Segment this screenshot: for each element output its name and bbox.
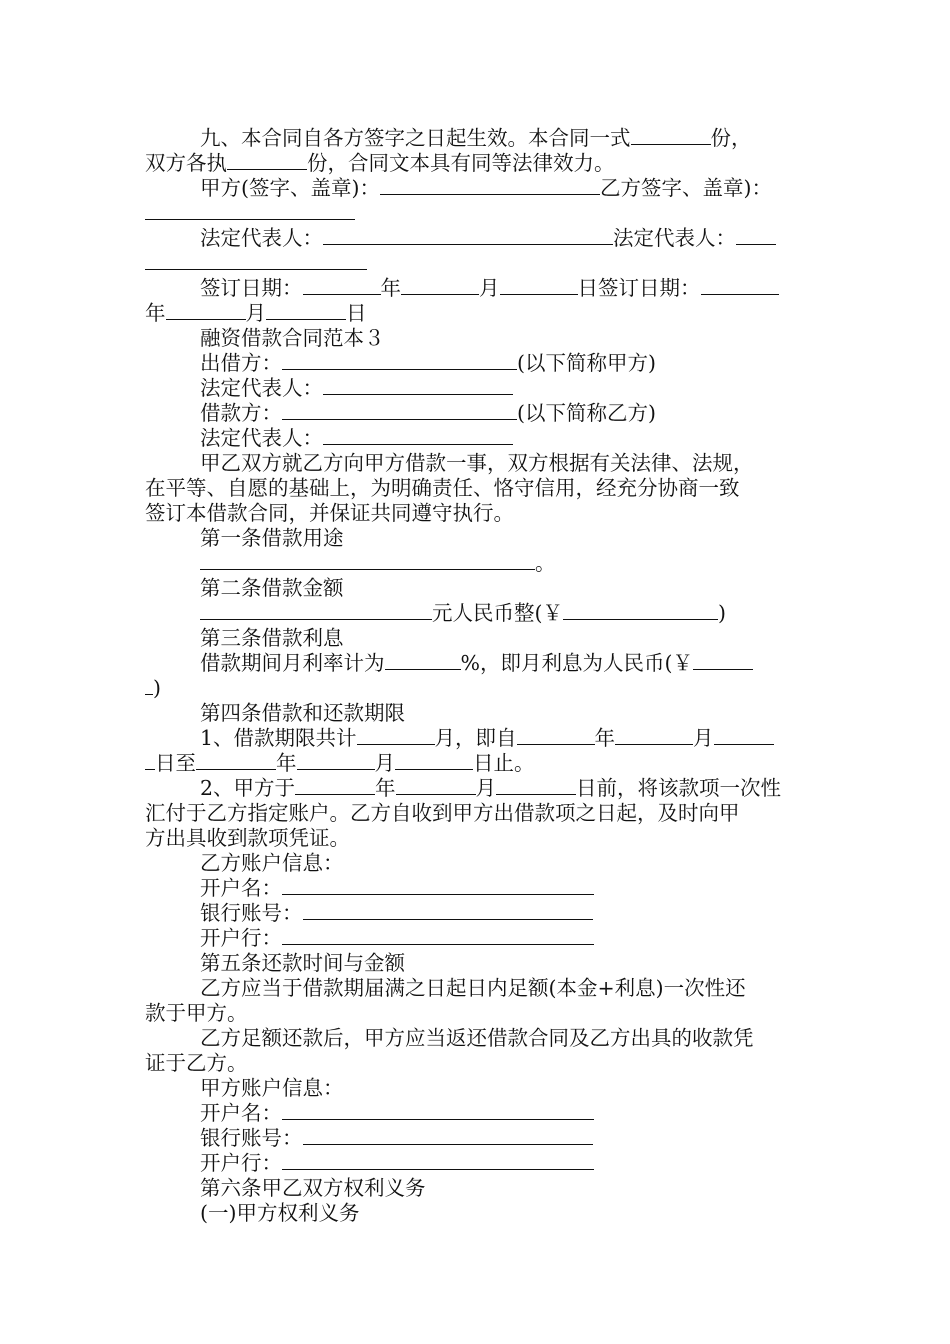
text-line [145, 151, 825, 176]
text-span: 在平等、自愿的基础上，为明确责任、恪守信用，经充分协商一致 [145, 476, 740, 500]
blank-line [282, 876, 594, 895]
text-span: 乙方应当于借款期届满之日起日内足额(本金+利息)一次性还 [200, 976, 746, 1000]
blank-line [166, 301, 246, 320]
text-span: 第三条借款利息 [200, 626, 344, 650]
text-line [200, 401, 880, 426]
text-span: 月 [479, 276, 500, 300]
text-span: 份，合同文本具有同等法律效力。 [307, 151, 615, 175]
text-span: 开户名： [200, 1101, 282, 1125]
text-line [200, 1101, 880, 1126]
blank-line [145, 201, 355, 220]
blank-line [500, 276, 578, 295]
text-span: 签订日期： [200, 276, 303, 300]
text-span: 银行账号： [200, 1126, 303, 1150]
text-line [200, 551, 880, 576]
blank-line [200, 601, 432, 620]
text-span: 乙方账户信息： [200, 851, 344, 875]
section-heading [200, 951, 880, 976]
blank-line [563, 601, 718, 620]
text-span: 第一条借款用途 [200, 526, 344, 550]
text-span: 日签订日期： [577, 276, 701, 300]
text-line [145, 1001, 825, 1026]
text-span: 证于乙方。 [145, 1051, 248, 1075]
text-line [145, 301, 825, 326]
text-line [200, 426, 880, 451]
blank-line [297, 751, 375, 770]
blank-line [145, 751, 155, 770]
text-line [145, 676, 825, 701]
doc-title [200, 326, 880, 351]
text-span: 甲方(签字、盖章)： [200, 176, 380, 200]
text-span: 乙方足额还款后，甲方应当返还借款合同及乙方出具的收款凭 [200, 1026, 754, 1050]
blank-line [196, 751, 276, 770]
text-line [145, 476, 825, 501]
text-span: %，即月利息为人民币(￥ [460, 651, 693, 675]
text-line [200, 276, 880, 301]
text-span: ) [718, 601, 726, 625]
text-span: 日止。 [473, 751, 535, 775]
text-span: 法定代表人： [200, 376, 323, 400]
text-span: 年 [276, 751, 297, 775]
text-span: 银行账号： [200, 901, 303, 925]
section-heading [200, 526, 880, 551]
blank-line [323, 426, 513, 445]
blank-line [303, 276, 381, 295]
text-line [145, 751, 825, 776]
text-line [200, 876, 880, 901]
blank-line [200, 551, 535, 570]
text-span: (以下简称甲方) [517, 351, 656, 375]
text-line [200, 126, 880, 151]
text-span: 日前，将该款项一次性 [576, 776, 782, 800]
text-line [200, 176, 880, 201]
blank-line [401, 276, 479, 295]
text-line [145, 501, 825, 526]
text-span: 法定代表人： [613, 226, 736, 250]
blank-line [282, 351, 517, 370]
text-span: 元人民币整(￥ [432, 601, 563, 625]
text-span: 双方各执 [145, 151, 227, 175]
blank-line [496, 776, 576, 795]
text-span: 第六条甲乙双方权利义务 [200, 1176, 426, 1200]
blank-line [736, 226, 776, 245]
text-line [200, 851, 880, 876]
blank-line [631, 126, 711, 145]
text-span: 法定代表人： [200, 426, 323, 450]
text-line [145, 826, 825, 851]
text-span: 年 [375, 776, 396, 800]
text-span: 签订本借款合同，并保证共同遵守执行。 [145, 501, 514, 525]
text-line [200, 1151, 880, 1176]
blank-line [615, 726, 693, 745]
blank-line [266, 301, 346, 320]
blank-line [380, 176, 600, 195]
blank-line [282, 926, 594, 945]
text-span: 月 [374, 751, 395, 775]
blank-line [145, 251, 367, 270]
text-span: 开户行： [200, 1151, 282, 1175]
blank-line [701, 276, 779, 295]
text-span: 乙方签字、盖章)： [600, 176, 772, 200]
text-line [200, 1026, 880, 1051]
section-heading [200, 626, 880, 651]
text-span: 融资借款合同范本３ [200, 326, 385, 350]
text-span: 第四条借款和还款期限 [200, 701, 405, 725]
blank-line [145, 676, 153, 695]
blank-line [282, 401, 517, 420]
text-span: 1、借款期限共计 [200, 726, 357, 750]
text-span: 年 [594, 726, 616, 750]
blank-line [303, 1126, 593, 1145]
section-heading [200, 576, 880, 601]
blank-line [714, 726, 774, 745]
text-span: 第五条还款时间与金额 [200, 951, 405, 975]
text-span: 份， [710, 126, 752, 150]
text-line [200, 726, 880, 751]
text-line [200, 226, 880, 251]
blank-line [295, 776, 375, 795]
text-line [200, 976, 880, 1001]
text-span: (以下简称乙方) [517, 401, 656, 425]
text-line [200, 451, 880, 476]
text-span: 年 [380, 276, 401, 300]
text-span: 法定代表人： [200, 226, 323, 250]
blank-line [282, 1101, 594, 1120]
blank-line [395, 751, 473, 770]
text-span: 年 [145, 301, 166, 325]
text-span: 月 [475, 776, 497, 800]
text-span: 借款期间月利率计为 [200, 651, 385, 675]
section-heading [200, 1176, 880, 1201]
blank-line [323, 376, 513, 395]
blank-line [693, 651, 753, 670]
blank-line [323, 226, 613, 245]
section-heading [200, 701, 880, 726]
text-span: 日至 [155, 751, 196, 775]
blank-line [303, 901, 593, 920]
text-line [145, 1051, 825, 1076]
text-span: 九、本合同自各方签字之日起生效。本合同一式 [200, 126, 631, 150]
text-line [200, 651, 880, 676]
text-line [200, 1201, 880, 1226]
blank-line [517, 726, 595, 745]
text-span: (一)甲方权利义务 [200, 1201, 360, 1225]
blank-line [227, 151, 307, 170]
blank-line [385, 651, 461, 670]
text-line [145, 201, 825, 226]
text-span: 出借方： [200, 351, 282, 375]
text-line [200, 901, 880, 926]
text-span: ) [153, 676, 161, 700]
text-span: 开户名： [200, 876, 282, 900]
text-span: 方出具收到款项凭证。 [145, 826, 350, 850]
blank-line [282, 1151, 594, 1170]
text-span: 开户行： [200, 926, 282, 950]
text-span: 月，即自 [434, 726, 517, 750]
text-span: 汇付于乙方指定账户。乙方自收到甲方出借款项之日起，及时向甲 [145, 801, 740, 825]
text-line [200, 776, 880, 801]
text-span: 日 [346, 301, 367, 325]
text-line [200, 601, 880, 626]
text-line [200, 1126, 880, 1151]
text-span: 款于甲方。 [145, 1001, 248, 1025]
text-span: 月 [245, 301, 266, 325]
text-line [200, 926, 880, 951]
text-line [200, 1076, 880, 1101]
text-span: 月 [693, 726, 714, 750]
text-span: 借款方： [200, 401, 282, 425]
text-line [200, 376, 880, 401]
text-span: 第二条借款金额 [200, 576, 344, 600]
text-span: 2、甲方于 [200, 776, 296, 800]
text-line [200, 351, 880, 376]
blank-line [396, 776, 476, 795]
text-span: 。 [535, 551, 556, 575]
text-line [145, 801, 825, 826]
text-span: 甲乙双方就乙方向甲方借款一事，双方根据有关法律、法规， [200, 451, 754, 475]
text-span: 甲方账户信息： [200, 1076, 344, 1100]
blank-line [357, 726, 435, 745]
text-line [145, 251, 825, 276]
